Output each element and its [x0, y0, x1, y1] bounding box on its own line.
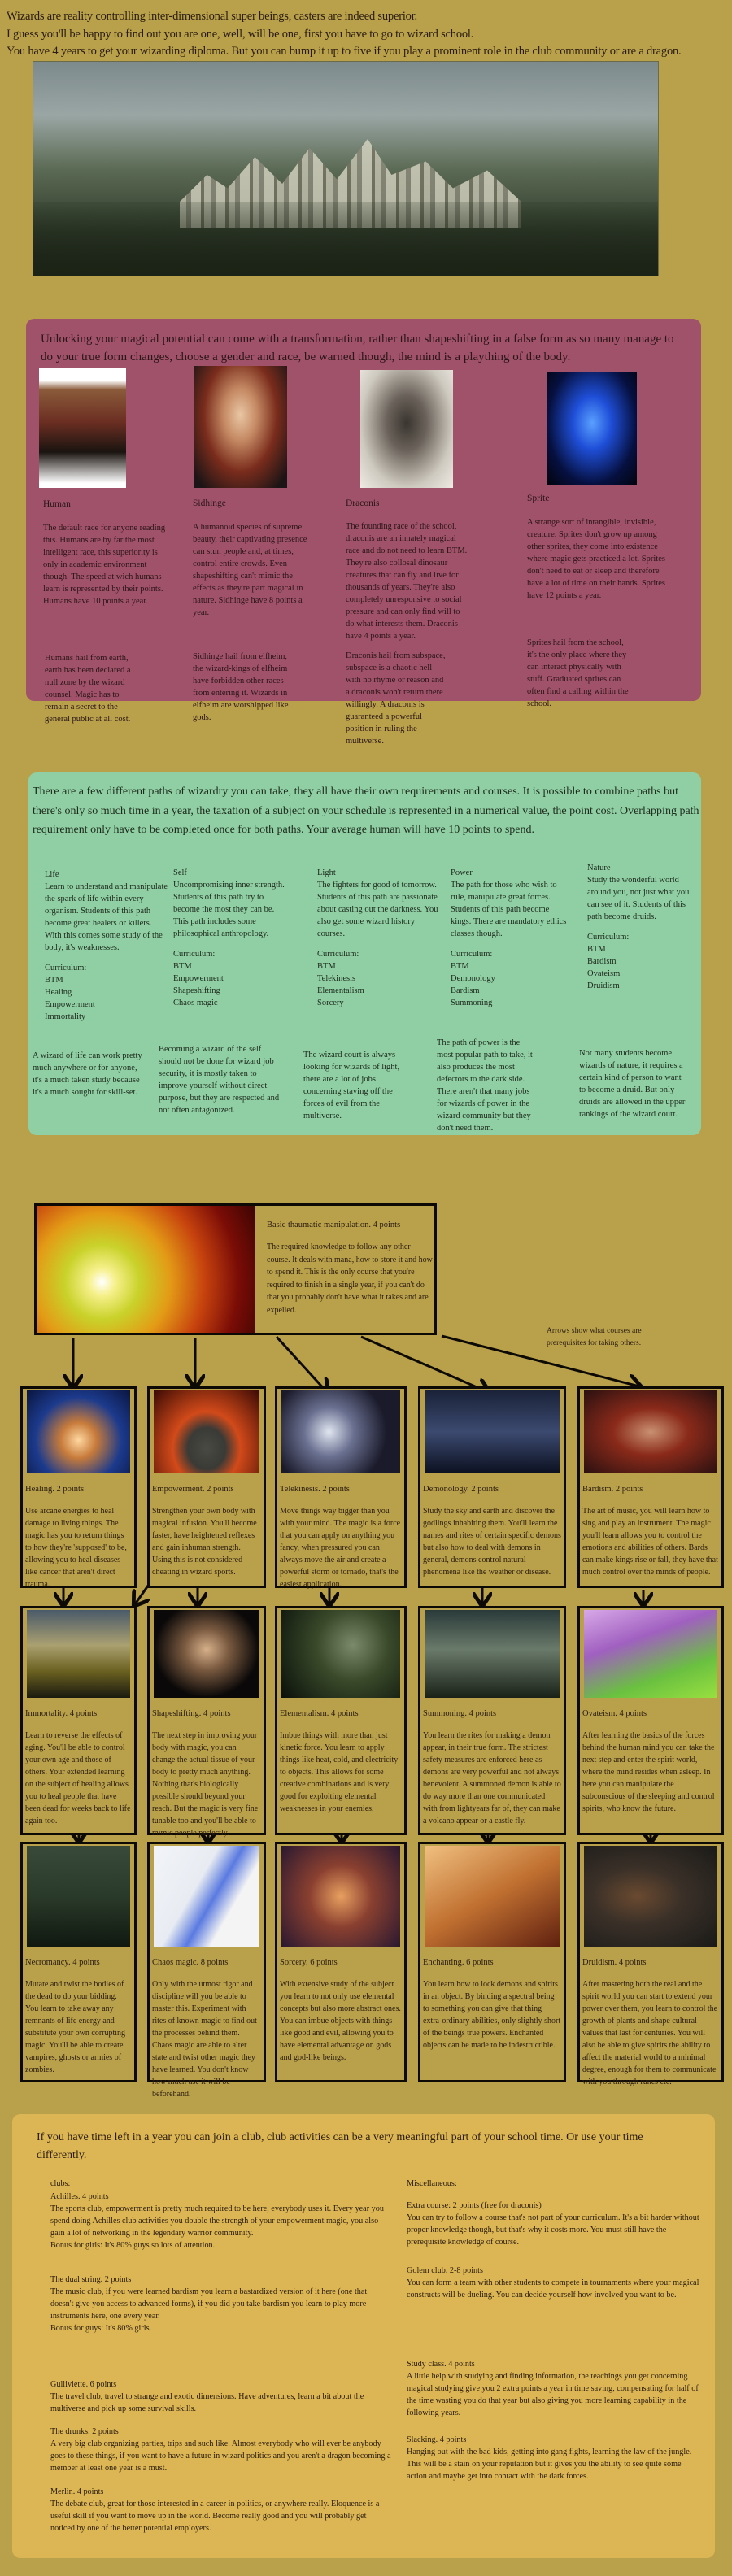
course-image: [27, 1390, 130, 1473]
curriculum-item: Shapeshifting: [173, 986, 220, 995]
path-outlook: Becoming a wizard of the self should not be done for wizard job security, it is mostly taken to improve yourself without direct purpose, but they are respected and not often antagonized.: [159, 1045, 280, 1115]
race-name: Sprite: [527, 494, 550, 503]
course-card: [577, 1386, 724, 1588]
misc-description: You can form a team with other students to compete in tournaments where your magical constructs will be dueling. You can decide yourself how involved you want to be.: [407, 2278, 699, 2300]
misc-item: [407, 2434, 699, 2482]
curriculum-item: Healing: [45, 988, 72, 997]
arrow-note: Arrows show what courses are prerequisites for taking others.: [547, 1327, 642, 1347]
course-description: You learn the rites for making a demon appear, in their true form. The strictest safety measures are enforced here as demons are very powerful and not always benevolent. A summoned demon is able to do way more than one communicated with from lightyears far of, they can make a volcano appear or a castle fly.: [423, 1731, 561, 1825]
club-title: The dual string. 2 points: [50, 2275, 132, 2284]
club-item: [50, 2378, 392, 2415]
misc-title: Extra course: 2 points (free for draconis): [407, 2201, 542, 2210]
course-description: The art of music, you will learn how to sing and play an instrument. The magic you'll learn allows you to control the emotions and abilities of others. Bards can make kings rise or fall, they have that much control over the minds of people.: [582, 1507, 718, 1577]
intro-line: Wizards are reality controlling inter-dimensional super beings, casters are indeed superior.: [7, 10, 417, 23]
course-description: Strengthen your own body with magical infusion. You'll become faster, have heightened reflexes and gain inhuman strength. Using this is not considered cheating in wizard sports.: [152, 1507, 257, 1577]
path-outlook: Not many students become wizards of nature, it requires a certain kind of person to want to become a druid. But only druids are allowed in the upper rankings of the wizard court.: [579, 1049, 686, 1119]
course-title: Summoning. 4 points: [423, 1709, 497, 1718]
clubs-heading: clubs:: [50, 2179, 71, 2188]
course-title: Elementalism. 4 points: [280, 1709, 359, 1718]
course-image: [584, 1610, 717, 1698]
course-description: Study the sky and earth and discover the godlings inhabiting them. You'll learn the names and rites of certain specific demons but also how to deal with demons in general, demons control natural phenomena like the weather or disease.: [423, 1507, 561, 1577]
course-description: The required knowledge to follow any other course. It deals with mana, how to store it and how to spend it. This is the only course that you're required to finish in a single year, if you can't do that you probably don't have what it takes and are expelled.: [267, 1242, 433, 1315]
club-title: The drunks. 2 points: [50, 2427, 119, 2436]
course-image: [27, 1610, 130, 1698]
path-name: Self: [173, 868, 187, 877]
misc-description: A little help with studying and finding information, the teachings you get concerning magical studying give you 2 extra points a year in time saving, compensating for half of the time wasting you do that year but also giving you more learning capability in the following years.: [407, 2372, 699, 2417]
intro-line: You have 4 years to get your wizarding diploma. But you can bump it up to five if you play a prominent role in the club community or are a dragon.: [7, 45, 682, 58]
course-title: Sorcery. 6 points: [280, 1958, 338, 1967]
path-description: The fighters for good of tomorrow. Students of this path are passionate about casting out the darkness. You also get some wizard history courses.: [317, 881, 438, 938]
course-card: [418, 1842, 566, 2082]
course-card: [275, 1386, 407, 1588]
club-bonus: Bonus for guys: It's 80% girls.: [50, 2324, 152, 2333]
race-description: A humanoid species of supreme beauty, their captivating presence can stun people and, at times, control entire crowds. Even shapeshifting can't mimic the effects as they're part magical in nature. Sidhinge have 8 points a year.: [193, 523, 307, 617]
race-origin: Sidhinge hail from elfheim, the wizard-kings of elfheim have forbidden other races from entering it. Wizards in elfheim are worshipped like gods.: [193, 652, 289, 722]
club-description: The travel club, travel to strange and exotic dimensions. Have adventures, learn a bit about the multiverse and pick up some survival skills.: [50, 2392, 364, 2413]
misc-description: You can try to follow a course that's not part of your curriculum. It's a bit harder without proper knowledge though, but that's why it costs more. You must still have the prerequisite knowledge of course.: [407, 2213, 699, 2247]
clubs-lead: If you have time left in a year you can join a club, club activities can be a very meaningful part of your school time. Or use your time differently.: [37, 2131, 643, 2161]
course-image: [281, 1846, 400, 1947]
misc-title: Slacking. 4 points: [407, 2435, 467, 2444]
club-title: Achilles. 4 points: [50, 2192, 109, 2201]
curriculum-item: Summoning: [451, 999, 493, 1007]
curriculum-item: Ovateism: [587, 969, 621, 978]
course-card: [275, 1842, 407, 2082]
club-item: [50, 2274, 392, 2334]
misc-title: Study class. 4 points: [407, 2360, 475, 2369]
misc-item: [407, 2265, 699, 2301]
course-title: Telekinesis. 2 points: [280, 1485, 350, 1494]
course-image: [425, 1610, 560, 1698]
course-description: Imbue things with more than just kinetic force. You learn to apply things like heat, cold, and electricity to objects. This allows for some creative combinations and is very good for exploiting elemental weaknesses in your enemies.: [280, 1731, 399, 1813]
club-item: [50, 2426, 392, 2474]
club-item: [50, 2486, 392, 2535]
curriculum-label: Curriculum:: [451, 950, 493, 959]
misc-item: [407, 2358, 699, 2419]
course-description: You learn how to lock demons and spirits in an object. By binding a spectral being to something you can give that thing extra-ordinary abilities, only slightly short of the beings true powers. Enchanted objects can be made to be indestructible.: [423, 1980, 561, 2050]
curriculum-item: Telekinesis: [317, 974, 356, 983]
course-title: Druidism. 4 points: [582, 1958, 647, 1967]
curriculum-item: Druidism: [587, 981, 620, 990]
arrow: [361, 1337, 488, 1392]
club-bonus: Bonus for girls: It's 80% guys so lots of attention.: [50, 2241, 216, 2250]
curriculum-item: BTM: [45, 976, 63, 985]
race-origin: Humans hail from earth, earth has been declared a null zone by the wizard counsel. Magic has to remain a secret to the general public at all cost.: [45, 654, 131, 724]
race-name: Draconis: [346, 498, 380, 508]
course-card: [20, 1842, 137, 2082]
misc-item: [407, 2200, 699, 2248]
course-card: [20, 1606, 137, 1835]
course-description: With extensive study of the subject you learn to not only use elemental concepts but also more abstract ones. You can imbue objects with things like good and evil, allowing you to have elemental advantage on gods and god-like beings.: [280, 1980, 401, 2062]
course-title: Chaos magic. 8 points: [152, 1958, 229, 1967]
course-card: [418, 1386, 566, 1588]
path-outlook: The path of power is the most popular path to take, it also produces the most defectors to the dark side. There aren't that many jobs for wizards of power in the wizard community but they don't need them.: [437, 1038, 533, 1133]
course-image: [425, 1390, 560, 1473]
course-image: [584, 1846, 717, 1947]
course-title: Enchanting. 6 points: [423, 1958, 494, 1967]
path-name: Power: [451, 868, 473, 877]
course-title: Empowerment. 2 points: [152, 1485, 234, 1494]
path-name: Life: [45, 870, 59, 879]
course-title: Necromancy. 4 points: [25, 1958, 100, 1967]
course-description: The next step in improving your body with magic, you can change the actual tissue of your body to pretty much anything. Nothing that's biologically possible should beyond your reach. But the magic is very fine tunable too and you'll be able to mimic people perfectly.: [152, 1731, 259, 1838]
course-image: [281, 1610, 400, 1698]
course-description: After learning the basics of the forces behind the human mind you can take the next step and enter the spirit world, where the mind resides when asleep. In here you can manipulate the subconscious of the sleeping and control spirits, who know the future.: [582, 1731, 715, 1813]
course-title: Immortality. 4 points: [25, 1709, 98, 1718]
club-title: Merlin. 4 points: [50, 2487, 104, 2496]
club-description: A very big club organizing parties, trips and such like. Almost everybody who will ever be anybody goes to these things, if you want to have a future in wizard politics and you aren't a dragon becoming a member at least one year is a must.: [50, 2439, 391, 2473]
race-name: Human: [43, 499, 71, 509]
intro-line: I guess you'll be happy to find out you are one, well, will be one, first you have to go to wizard school.: [7, 27, 474, 41]
course-image: [425, 1846, 560, 1947]
course-title: Demonology. 2 points: [423, 1485, 499, 1494]
race-description: The founding race of the school, draconis are an innately magical race and do not need to learn BTM. They're also collosal dinosaur creatures that can fly and live for thousands of years. They're also completely unresponsive to social pressure and can only find will to do what interests them. Draconis have 4 points a year.: [346, 522, 468, 641]
curriculum-label: Curriculum:: [45, 964, 87, 973]
course-title: Shapeshifting. 4 points: [152, 1709, 231, 1718]
curriculum-item: BTM: [587, 945, 606, 954]
curriculum-item: BTM: [317, 962, 336, 971]
course-image: [154, 1610, 259, 1698]
race-origin: Sprites hail from the school, it's the only place where they can interact physically with stuff. Graduated sprites can often find a calling within the school.: [527, 638, 629, 708]
path-name: Light: [317, 868, 336, 877]
race-description: The default race for anyone reading this. Humans are by far the most intelligent race, this superiority is only in academic environment though. The speed at wich humans learn is represented by their points. Humans have 10 points a year.: [43, 524, 166, 606]
course-card: [147, 1386, 266, 1588]
course-image: [27, 1846, 130, 1947]
course-description: Use arcane energies to heal damage to living things. The magic has you to return things to how they're 'supposed' to be, allowing you to heal diseases like cancer that aren't direct trauma.: [25, 1507, 127, 1589]
race-origin: Draconis hail from subspace, subspace is a chaotic hell with no rhyme or reason and a draconis won't return there willingly. A draconis is guaranteed a powerful position in ruling the multiverse.: [346, 651, 446, 746]
path-description: Study the wonderful world around you, not just what you can see of it. Students of this path become druids.: [587, 876, 690, 921]
course-title: Ovateism. 4 points: [582, 1709, 647, 1718]
curriculum-item: Chaos magic: [173, 999, 218, 1007]
course-title: Bardism. 2 points: [582, 1485, 643, 1494]
curriculum-item: BTM: [451, 962, 469, 971]
course-card: [147, 1842, 266, 2099]
curriculum-item: Bardism: [587, 957, 617, 966]
club-description: The music club, if you were learned bardism you learn a bastardized version of it here (one that doesn't give you access to advanced forms), if you did you take bardism you learn to play more instruments here, one every year.: [50, 2287, 368, 2321]
curriculum-item: BTM: [173, 962, 192, 971]
club-title: Gulliviette. 6 points: [50, 2380, 117, 2389]
course-title: Basic thaumatic manipulation. 4 points: [267, 1221, 401, 1229]
misc-heading: Miscellaneous:: [407, 2179, 457, 2188]
curriculum-item: Immortality: [45, 1012, 86, 1021]
arrow: [442, 1336, 639, 1386]
curriculum-label: Curriculum:: [317, 950, 359, 959]
arrow: [135, 1586, 148, 1604]
race-description: A strange sort of intangible, invisible, creature. Sprites don't grow up among other sprites, they come into existence where magic gets practiced a lot. Sprites don't need to eat or sleep and therefore have a lot of time on their hands. Sprites have 12 points a year.: [527, 518, 666, 600]
course-card: [418, 1606, 566, 1835]
path-outlook: The wizard court is always looking for wizards of light, there are a lot of jobs concerning staving off the forces of evil from the multiverse.: [303, 1051, 400, 1120]
course-description: Learn to reverse the effects of aging. You'll be able to control your own age and those of others. Your extended learning on the subject of healing allows you to heal people that have been dead for weeks back to life again too.: [25, 1731, 131, 1825]
course-card: [147, 1606, 266, 1838]
course-description: After mastering both the real and the spirit world you can start to extend your power over them, you learn to control the growth of plants and shape cultural values that last for centuries. You will also be able to give spirits the ability to affect the material world to a minimal degree, enough for them to communicate with you through runes etc.: [582, 1980, 718, 2086]
curriculum-label: Curriculum:: [173, 950, 216, 959]
misc-description: Hanging out with the bad kids, getting into gang fights, learning the law of the jungle. This will be a stain on your reputation but it gives you the ability to see quite some action and maybe get into contact with the dark forces.: [407, 2448, 692, 2481]
club-item: [50, 2191, 392, 2252]
curriculum-item: Elementalism: [317, 986, 364, 995]
path-description: The path for those who wish to rule, manipulate great forces. Students of this path become kings. There are mandatory ethics classes though.: [451, 881, 567, 938]
curriculum-label: Curriculum:: [587, 933, 630, 942]
curriculum-item: Demonology: [451, 974, 495, 983]
course-description: Mutate and twist the bodies of the dead to do your bidding. You learn to take away any remnants of life energy and substitute your own corrupting magic. You'll be able to create vampires, ghosts or armies of zombies.: [25, 1980, 126, 2074]
misc-title: Golem club. 2-8 points: [407, 2266, 483, 2275]
course-card: [577, 1842, 724, 2086]
path-description: Learn to understand and manipulate the spark of life within every organism. Students of this path become great healers or killers. With this comes some study of the body, it's weaknesses.: [45, 882, 168, 952]
course-card: [20, 1386, 137, 1588]
path-name: Nature: [587, 864, 611, 872]
course-image: [154, 1846, 259, 1947]
race-name: Sidhinge: [193, 498, 226, 508]
arrow: [277, 1337, 327, 1392]
course-description: Only with the utmost rigor and discipline will you be able to master this. Experiment with rites of known magic to find out the processes behind them. Chaos magic are able to alter state and twist other magic they have learned. You don't know how much use it will be beforehand.: [152, 1980, 257, 2099]
curriculum-item: Empowerment: [173, 974, 224, 983]
curriculum-item: Bardism: [451, 986, 480, 995]
course-card: [275, 1606, 407, 1835]
course-title: Healing. 2 points: [25, 1485, 85, 1494]
club-description: The debate club, great for those interested in a career in politics, or anywhere really. Eloquence is a useful skill if you want to move up in the world. Become really good and you will probably get noticed by one of the better potential employers.: [50, 2500, 380, 2533]
races-lead: Unlocking your magical potential can come with a transformation, rather than shapeshifting in a false form as so many manage to do your true form changes, choose a gender and race, be warned though, the mind is a plaything of the body.: [41, 333, 674, 363]
club-description: The sports club, empowerment is pretty much required to be here, everybody uses it. Every year you spend doing Achilles club activities you double the strength of your empowerment magic, you also gain a lot of networking in the legendary warrior community.: [50, 2204, 384, 2238]
path-description: Uncompromising inner strength. Students of this path try to become the most they can be. This path includes some philosophical anthropology.: [173, 881, 285, 938]
course-image: [154, 1390, 259, 1473]
path-outlook: A wizard of life can work pretty much anywhere or for anyone, it's a much taken study because it's a much sought for skill-set.: [33, 1051, 142, 1097]
curriculum-item: Sorcery: [317, 999, 344, 1007]
course-description: Move things way bigger than you with your mind. The magic is a force that you can apply on anything you fancy, when pressured you can always move the air and create a powerful storm or tornado, that's the easiest application.: [280, 1507, 401, 1589]
curriculum-item: Empowerment: [45, 1000, 95, 1009]
course-image: [281, 1390, 400, 1473]
course-image: [584, 1390, 717, 1473]
course-card: [577, 1606, 724, 1835]
paths-lead: There are a few different paths of wizardry you can take, they all have their own requirements and courses. It is possible to combine paths but there's only so much time in a year, the taxation of a subject on your schedule is represented in a numerical value, the point cost. Overlapping path requirement only have to be completed once for both paths. Your average human will have 10 points to spend.: [33, 785, 699, 836]
